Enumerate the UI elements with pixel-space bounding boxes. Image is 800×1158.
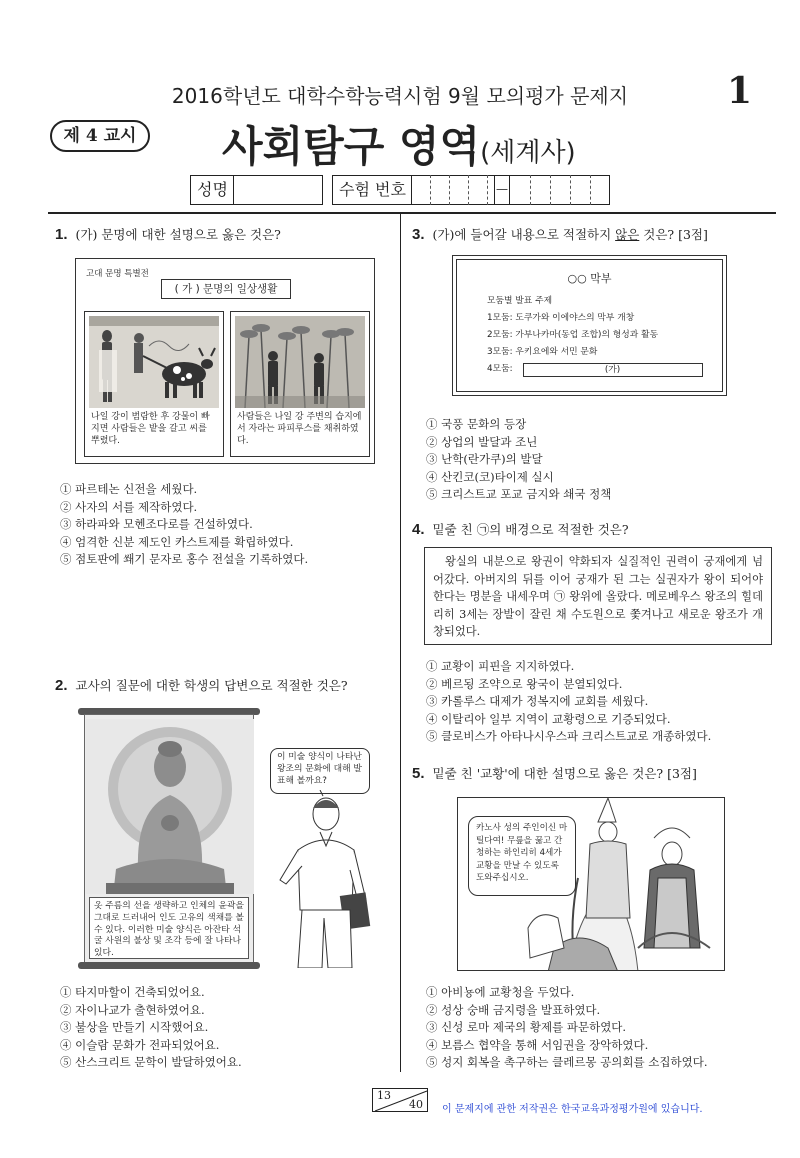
digit-divider	[530, 175, 531, 205]
option-2[interactable]: ② 성상 숭배 금지령을 발표하였다.	[426, 1002, 601, 1017]
option-2[interactable]: ② 베르됭 조약으로 왕국이 분열되었다.	[426, 676, 623, 691]
papyrus-harvest-painting	[235, 316, 365, 408]
teacher-figure	[268, 790, 378, 968]
exam-number-field[interactable]	[411, 175, 610, 205]
option-4[interactable]: ④ 보름스 협약을 통해 서임권을 장악하였다.	[426, 1037, 649, 1052]
shogunate-title: ○○ 막부	[567, 272, 612, 285]
option-5[interactable]: ⑤ 성지 회복을 촉구하는 클레르몽 공의회를 소집하였다.	[426, 1055, 708, 1070]
q3-inner-frame	[456, 259, 723, 392]
question-number: 5.	[412, 765, 425, 782]
question-2-stem	[55, 677, 395, 695]
question-5-stem	[412, 765, 772, 783]
exhibit-card-right	[230, 311, 370, 457]
topic-1: 1모둠: 도쿠가와 이에야스의 막부 개창	[487, 313, 635, 323]
page-fraction	[372, 1088, 428, 1112]
subject-name: 사회탐구 영역	[222, 122, 481, 171]
exam-number-label: 수험 번호	[332, 175, 412, 205]
exhibit-title: ( 가 ) 문명의 일상생활	[161, 279, 291, 299]
buddha-statue-image	[86, 719, 254, 894]
header-rule	[48, 212, 776, 214]
option-3[interactable]: ③ 신성 로마 제국의 황제를 파문하였다.	[426, 1020, 627, 1035]
subject-subtitle: (세계사)	[480, 138, 576, 168]
question-number: 3.	[412, 226, 425, 243]
exhibit-label: 고대 문명 특별전	[86, 269, 149, 279]
question-4-stem	[412, 521, 772, 539]
question-text: 밑줄 친 '교황'에 대한 설명으로 옳은 것은? [3점]	[432, 766, 697, 781]
digit-divider	[487, 175, 488, 205]
option-2[interactable]: ② 상업의 발달과 조닌	[426, 434, 538, 449]
page-total: 40	[409, 1098, 423, 1111]
option-3[interactable]: ③ 난학(란가쿠)의 발달	[426, 452, 543, 467]
question-3-stem	[412, 226, 772, 244]
name-label: 성명	[190, 175, 234, 205]
caption-left: 나일 강이 범람한 후 강물이 빠지면 사람들은 밭을 갈고 씨를 뿌렸다.	[88, 409, 220, 453]
option-4[interactable]: ④ 엄격한 신분 제도인 카스트제를 확립하였다.	[60, 534, 294, 549]
speech-bubble-canossa: 카노사 성의 주인이신 마틸다여! 무릎을 꿇고 간청하는 하인리히 4세가 교황을 만날 수 있도록 도와주십시오.	[468, 816, 576, 896]
column-divider	[400, 212, 401, 1072]
question-number: 4.	[412, 521, 425, 538]
question-text-after: 것은? [3점]	[639, 227, 708, 242]
option-3[interactable]: ③ 하라파와 모헨조다로를 건설하였다.	[60, 517, 253, 532]
question-1-stem	[55, 226, 395, 244]
digit-divider	[590, 175, 591, 205]
name-field[interactable]	[233, 175, 323, 205]
scroll-panel	[84, 714, 254, 964]
option-5[interactable]: ⑤ 크리스트교 포교 금지와 쇄국 정책	[426, 487, 612, 502]
q4-passage: 왕실의 내분으로 왕권이 약화되자 실질적인 권력이 궁재에게 넘어갔다. 아버지의 뒤를 이어 궁재가 된 그는 실권자가 왕이 되어야 한다는 명분을 내세우며 ㉠ 왕위에 올랐다. 메로베우스 왕조의 힐데리히 3세는 장발이 잘린 채 수도원으로 쫓겨나고 새로운 왕조가 개창되었다.	[424, 547, 772, 645]
digit-divider	[449, 175, 450, 205]
topic-2: 2모둠: 가부나카마(동업 조합)의 형성과 활동	[487, 330, 659, 340]
question-3-options	[426, 416, 776, 504]
topic-4-label: 4모둠:	[487, 364, 513, 374]
caption-right: 사람들은 나일 강 주변의 습지에서 자라는 파피루스를 채취하였다.	[234, 409, 366, 453]
copyright-notice: 이 문제지에 관한 저작권은 한국교육과정평가원에 있습니다.	[442, 1104, 703, 1115]
page-current: 13	[377, 1089, 391, 1102]
option-1[interactable]: ① 타지마할이 건축되었어요.	[60, 985, 205, 999]
option-3[interactable]: ③ 카롤루스 대제가 정복지에 교회를 세웠다.	[426, 694, 649, 709]
question-number: 1.	[55, 226, 68, 243]
question-number: 2.	[55, 677, 68, 694]
question-1-options	[60, 481, 395, 569]
teacher-speech-bubble: 이 미술 양식이 나타난 왕조의 문화에 대해 발표해 볼까요?	[270, 748, 370, 794]
exam-title: 2016학년도 대학수학능력시험 9월 모의평가 문제지	[171, 84, 629, 108]
question-text: 밑줄 친 ㉠의 배경으로 적절한 것은?	[432, 522, 629, 537]
q1-exhibit-panel	[75, 258, 375, 464]
topic-3: 3모둠: 우키요에와 서민 문화	[487, 347, 598, 357]
option-4[interactable]: ④ 산킨코(코)타이제 실시	[426, 469, 554, 484]
scroll-caption: 옷 주름의 선을 생략하고 인체의 윤곽을 그대로 드러내어 인도 고유의 색채를 볼 수 있다. 이러한 미술 양식은 아잔타 석굴 사원의 불상 및 조각 등에 잘 나타나 있다.	[89, 897, 249, 959]
question-2-options	[60, 984, 395, 1072]
option-4[interactable]: ④ 이탈리아 일부 지역이 교황령으로 기증되었다.	[426, 711, 671, 726]
egyptian-farming-painting	[89, 316, 219, 408]
digit-divider	[430, 175, 431, 205]
digit-divider	[570, 175, 571, 205]
option-2[interactable]: ② 자이나교가 출현하였어요.	[60, 1002, 205, 1017]
q3-outer-frame	[452, 255, 727, 396]
option-4[interactable]: ④ 이슬람 문화가 전파되었어요.	[60, 1037, 220, 1052]
option-1[interactable]: ① 아비뇽에 교황청을 두었다.	[426, 985, 575, 999]
option-5[interactable]: ⑤ 클로비스가 아타나시우스파 크리스트교로 개종하였다.	[426, 729, 712, 744]
period-badge: 제 4 교시	[50, 120, 150, 152]
topic-heading: 모둠별 발표 주제	[487, 296, 553, 306]
digit-divider	[468, 175, 469, 205]
question-text-underlined: 않은	[615, 227, 640, 242]
option-1[interactable]: ① 교황이 피핀을 지지하였다.	[426, 659, 575, 673]
topic-4	[487, 361, 703, 378]
question-text-before: (가)에 들어갈 내용으로 적절하지	[432, 227, 616, 242]
option-1[interactable]: ① 국풍 문화의 등장	[426, 417, 527, 431]
subject-title	[222, 114, 576, 174]
option-5[interactable]: ⑤ 산스크리트 문학이 발달하였어요.	[60, 1055, 242, 1070]
question-5-options	[426, 984, 776, 1072]
option-2[interactable]: ② 사자의 서를 제작하였다.	[60, 499, 198, 514]
question-4-options	[426, 658, 776, 746]
q5-illustration-frame	[457, 797, 725, 971]
name-and-number-box	[190, 175, 610, 205]
page-number: 1	[726, 70, 752, 112]
option-1[interactable]: ① 파르테논 신전을 세웠다.	[60, 482, 198, 496]
topic-list	[487, 293, 703, 378]
exam-number-dash: —	[494, 175, 510, 205]
scroll-bottom-rod	[78, 962, 260, 969]
question-text: (가) 문명에 대한 설명으로 옳은 것은?	[75, 227, 281, 242]
exhibit-card-left	[84, 311, 224, 457]
option-3[interactable]: ③ 불상을 만들기 시작했어요.	[60, 1020, 209, 1035]
topic-4-blank: (가)	[523, 363, 703, 377]
option-5[interactable]: ⑤ 점토판에 쐐기 문자로 홍수 전설을 기록하였다.	[60, 552, 309, 567]
digit-divider	[550, 175, 551, 205]
question-text: 교사의 질문에 대한 학생의 답변으로 적절한 것은?	[75, 678, 348, 693]
